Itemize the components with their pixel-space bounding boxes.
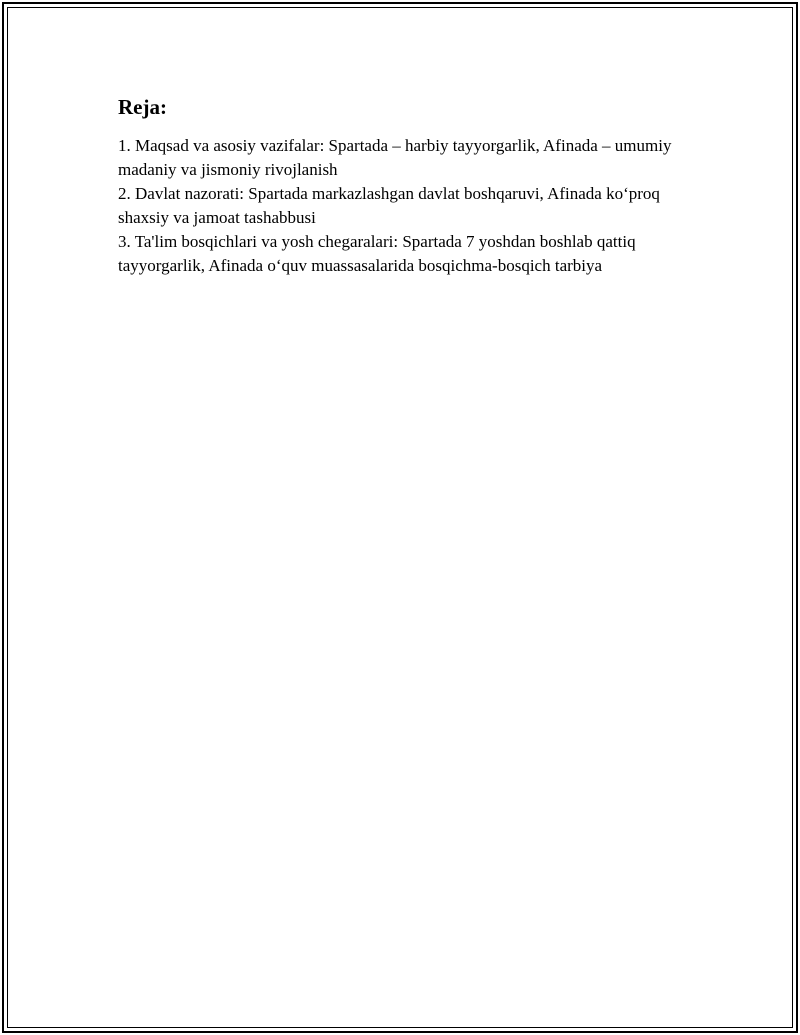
plan-heading: Reja: xyxy=(118,95,167,119)
plan-item-1: 1. Maqsad va asosiy vazifalar: Spartada – harbiy tayyorgarlik, Afinada – umumiy madaniy va jismoniy rivojlanish xyxy=(118,136,672,179)
plan-item-3: 3. Ta'lim bosqichlari va yosh chegaralari: Spartada 7 yoshdan boshlab qattiq tayyorgarlik, Afinada o‘quv muassasalarida bosqichma-bosqich tarbiya xyxy=(118,232,636,275)
document-content xyxy=(118,94,678,278)
plan-item-2: 2. Davlat nazorati: Spartada markazlashgan davlat boshqaruvi, Afinada ko‘proq shaxsiy va jamoat tashabbusi xyxy=(118,184,660,227)
